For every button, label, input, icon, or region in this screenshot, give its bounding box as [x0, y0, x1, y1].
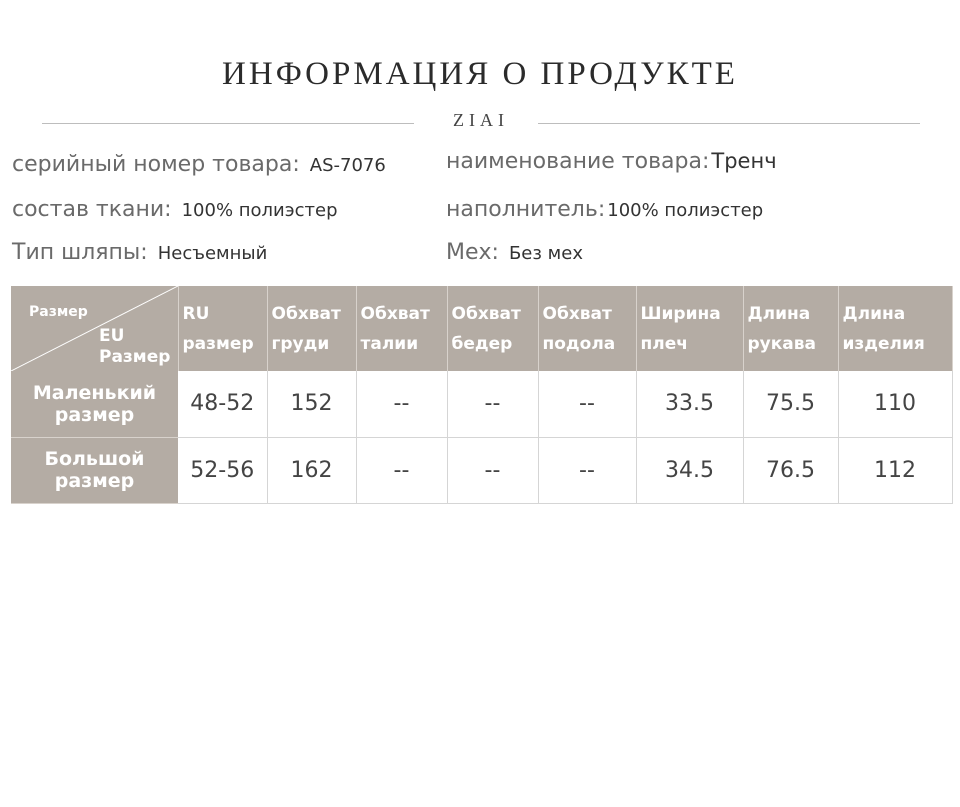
header-line: Ширина [640, 303, 721, 324]
filler-value: 100% полиэстер [607, 200, 764, 221]
serial-label: серийный номер товара: [12, 152, 300, 177]
col-header-length [838, 286, 952, 371]
hat-label: Тип шляпы: [12, 240, 148, 265]
table-cell: 48-52 [178, 371, 267, 437]
header-line: подола [542, 333, 616, 354]
name-value: Тренч [711, 149, 777, 173]
header-line: изделия [842, 333, 925, 354]
name-label: наименование товара: [446, 149, 710, 174]
table-cell: -- [356, 371, 447, 437]
header-line: RU [182, 303, 210, 324]
name-info [446, 149, 777, 174]
table-cell: -- [356, 437, 447, 503]
table-cell: 112 [838, 437, 952, 503]
fur-value: Без мех [508, 243, 583, 264]
size-table [11, 286, 953, 504]
table-cell: -- [447, 371, 538, 437]
table-cell: -- [447, 437, 538, 503]
header-line: талии [360, 333, 419, 354]
table-cell: 52-56 [178, 437, 267, 503]
header-line: Обхват [271, 303, 341, 324]
hat-value: Несъемный [157, 243, 268, 264]
brand-divider [42, 110, 920, 136]
header-line: плеч [640, 333, 688, 354]
col-header-waist [356, 286, 447, 371]
corner-top-label: Размер [29, 304, 88, 320]
table-cell: -- [538, 371, 636, 437]
table-cell: 162 [267, 437, 356, 503]
corner-header [11, 286, 178, 371]
row-header-small [11, 371, 178, 437]
row-header-large [11, 437, 178, 503]
col-header-sleeve [743, 286, 838, 371]
divider-line-right [538, 123, 920, 124]
corner-bottom-line: EU [99, 326, 125, 346]
fabric-value: 100% полиэстер [181, 200, 338, 221]
corner-bottom-label [99, 326, 170, 368]
hat-info [12, 240, 267, 265]
table-row [11, 437, 952, 503]
filler-label: наполнитель: [446, 197, 606, 222]
fur-info [446, 240, 583, 265]
table-cell: 75.5 [743, 371, 838, 437]
serial-info [12, 152, 386, 177]
col-header-shoulder [636, 286, 743, 371]
fabric-info [12, 197, 338, 222]
table-header-row [11, 286, 952, 371]
row-label-line: размер [54, 403, 135, 426]
serial-value: AS-7076 [309, 155, 386, 176]
header-line: бедер [451, 333, 513, 354]
table-cell: -- [538, 437, 636, 503]
row-label-line: Маленький [32, 381, 157, 404]
header-line: Обхват [360, 303, 430, 324]
table-cell: 34.5 [636, 437, 743, 503]
table-cell: 76.5 [743, 437, 838, 503]
col-header-hips [447, 286, 538, 371]
row-label-line: размер [54, 470, 135, 492]
header-line: груди [271, 333, 330, 354]
table-cell: 110 [838, 371, 952, 437]
header-line: Обхват [542, 303, 612, 324]
brand-label: ZIAI [453, 110, 509, 130]
header-line: Обхват [451, 303, 521, 324]
col-header-chest [267, 286, 356, 371]
page-title: ИНФОРМАЦИЯ О ПРОДУКТЕ [222, 56, 738, 92]
fabric-label: состав ткани: [12, 197, 172, 222]
row-label-line: Большой [44, 448, 145, 470]
col-header-hem [538, 286, 636, 371]
header-line: рукава [747, 333, 816, 354]
corner-bottom-line: Размер [99, 347, 171, 367]
filler-info [446, 197, 763, 222]
fur-label: Мех: [446, 240, 499, 265]
header-line: Длина [842, 303, 906, 324]
table-cell: 152 [267, 371, 356, 437]
table-row [11, 371, 952, 437]
col-header-ru-size [178, 286, 267, 371]
header-line: Длина [747, 303, 811, 324]
header-line: размер [182, 333, 254, 354]
table-cell: 33.5 [636, 371, 743, 437]
